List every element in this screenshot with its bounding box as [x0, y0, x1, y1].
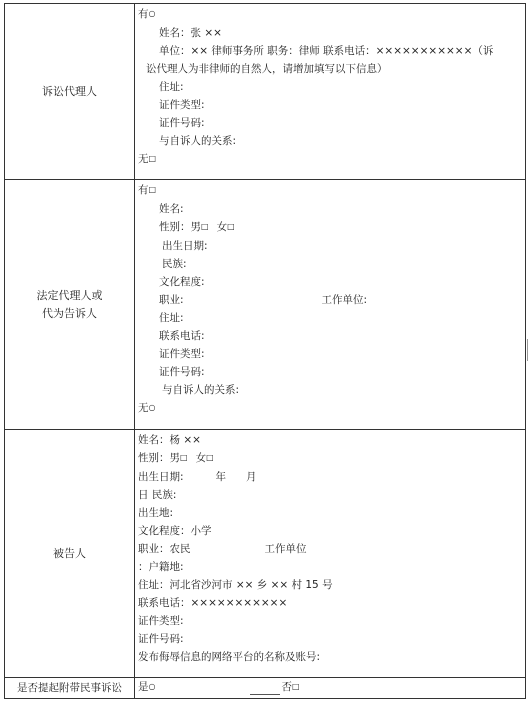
legal-gender-line [138, 218, 521, 237]
civil-yes-label: 是 [138, 681, 149, 693]
agent-unit-line-2: 讼代理人为非律师的自然人，请增加填写以下信息） [146, 63, 388, 75]
defendant-phone: 联系电话：××××××××××× [138, 597, 288, 609]
defendant-birth: 出生日期: [138, 471, 184, 483]
legal-job: 职业: [159, 294, 184, 306]
defendant-id-type: 证件类型: [138, 615, 184, 627]
legal-has-text: 有 [138, 184, 149, 196]
defendant-day-ethnic: 日 民族: [138, 489, 177, 501]
agent-none-line [138, 150, 521, 169]
legal-none-text: 无 [138, 402, 149, 414]
civil-suit-label: 是否提起附带民事诉讼 [5, 678, 135, 699]
legal-ethnic: 民族: [162, 258, 187, 270]
complaint-form-table [4, 3, 526, 699]
agent-name: 姓名：张 ×× [159, 27, 222, 39]
agent-unit-line: 单位：×× 律师事务所 职务：律师 联系电话：×××××××××××（诉 [159, 45, 494, 57]
legal-name: 姓名: [159, 203, 184, 215]
legal-job-line [138, 291, 521, 309]
agent-id-no: 证件号码: [159, 117, 205, 129]
agent-id-type: 证件类型: [159, 99, 205, 111]
agent-content [135, 4, 526, 180]
defendant-name: 姓名：杨 ×× [138, 434, 201, 446]
legal-female-checkbox[interactable]: □ [227, 222, 235, 231]
defendant-job-line [138, 540, 521, 558]
legal-male-checkbox[interactable]: □ [201, 222, 209, 231]
agent-has-checkbox[interactable]: ○ [148, 9, 156, 18]
agent-label: 诉讼代理人 [5, 4, 135, 180]
civil-no-checkbox[interactable]: □ [291, 682, 300, 691]
legal-has-line [138, 181, 521, 200]
defendant-male-checkbox[interactable]: □ [180, 453, 188, 462]
legal-rep-label [5, 180, 135, 430]
civil-no-label: 否 [281, 681, 292, 693]
legal-female-label: 女 [216, 221, 228, 233]
civil-yes-checkbox[interactable]: ○ [148, 682, 156, 691]
agent-address: 住址: [159, 81, 184, 93]
legal-education: 文化程度: [159, 276, 205, 288]
defendant-year: 年 [215, 471, 227, 483]
legal-address: 住址: [159, 312, 184, 324]
legal-rep-content [135, 180, 526, 430]
legal-relation: 与自诉人的关系: [162, 384, 240, 396]
agent-none-text: 无 [138, 153, 149, 165]
legal-rep-label-line-1: 法定代理人或 [36, 288, 103, 302]
agent-relation: 与自诉人的关系: [159, 135, 237, 147]
defendant-household: ：户籍地: [138, 561, 184, 573]
legal-gender-label: 性别：男 [159, 221, 201, 233]
legal-birth: 出生日期: [162, 240, 208, 252]
defendant-birth-line [138, 468, 521, 486]
defendant-female-checkbox[interactable]: □ [206, 453, 214, 462]
defendant-label: 被告人 [5, 430, 135, 678]
defendant-gender-line [138, 449, 521, 468]
civil-suit-content [135, 678, 526, 699]
agent-has-line [138, 5, 521, 24]
legal-phone: 联系电话: [159, 330, 205, 342]
defendant-month: 月 [246, 471, 257, 483]
defendant-address: 住址：河北省沙河市 ×× 乡 ×× 村 15 号 [138, 579, 333, 591]
legal-workplace: 工作单位: [321, 294, 368, 306]
defendant-id-no: 证件号码: [138, 633, 184, 645]
agent-has-text: 有 [138, 8, 149, 20]
page-edge-mark [527, 339, 528, 361]
agent-row [5, 4, 526, 180]
agent-none-checkbox[interactable]: □ [148, 154, 157, 163]
defendant-gender-label: 性别：男 [138, 452, 180, 464]
legal-id-type: 证件类型: [159, 348, 205, 360]
defendant-education: 文化程度：小学 [138, 525, 212, 537]
defendant-female-label: 女 [195, 452, 207, 464]
legal-none-line [138, 399, 521, 418]
defendant-content [135, 430, 526, 678]
defendant-birthplace: 出生地: [138, 507, 174, 519]
defendant-job: 职业：农民 [138, 543, 191, 555]
defendant-platform: 发布侮辱信息的网络平台的名称及账号: [138, 651, 321, 663]
defendant-workplace: 工作单位 [264, 543, 307, 555]
legal-none-checkbox[interactable]: ○ [148, 403, 156, 412]
legal-rep-row [5, 180, 526, 430]
civil-suit-options [138, 679, 521, 696]
legal-has-checkbox[interactable]: □ [148, 185, 157, 194]
defendant-row [5, 430, 526, 678]
legal-rep-label-line-2: 代为告诉人 [42, 306, 97, 320]
legal-id-no: 证件号码: [159, 366, 205, 378]
